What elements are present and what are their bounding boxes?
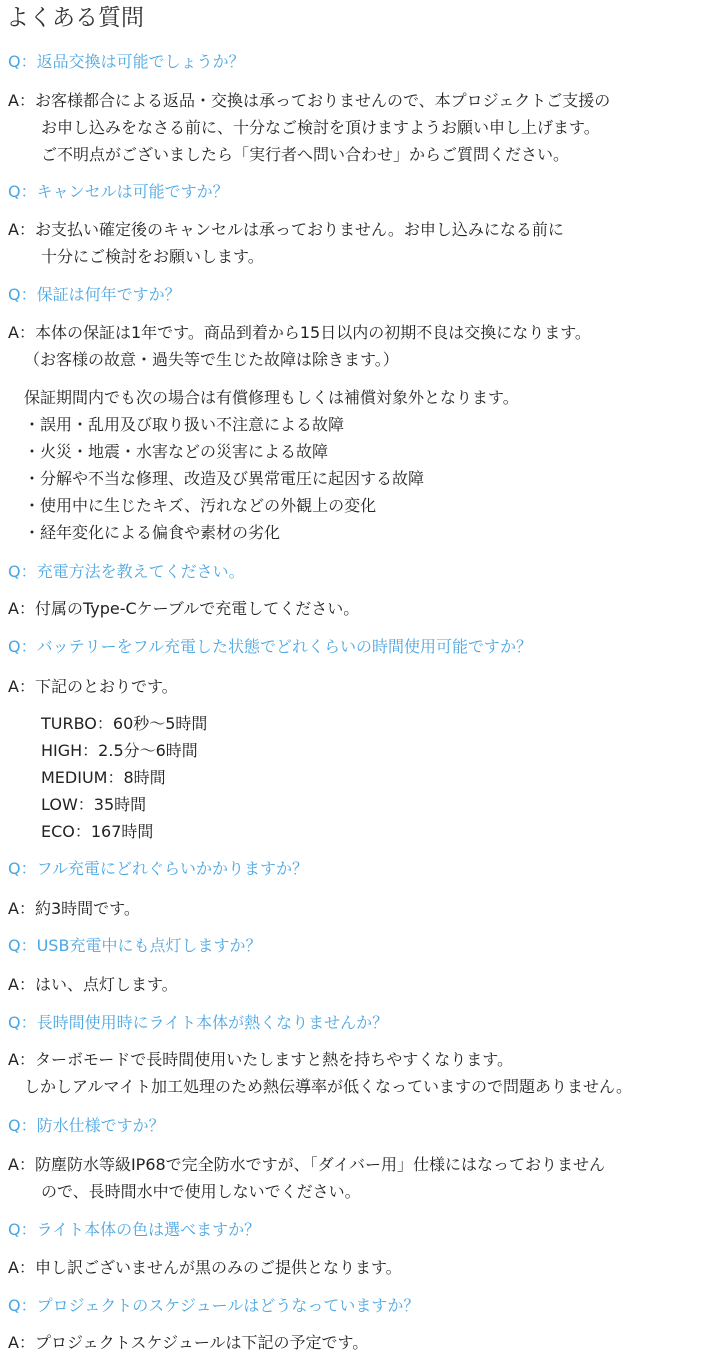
- runtime-row: MEDIUM：8時間: [41, 768, 166, 787]
- faq-answer-line: （お客様の故意・過失等で生じた故障は除きます。）: [24, 350, 399, 369]
- faq-answer-line: ご不明点がございましたら「実行者へ問い合わせ」からご質問ください。: [41, 145, 570, 164]
- faq-answer-line: お申し込みをなさる前に、十分なご検討を頂けますようお願い申し上げます。: [41, 118, 600, 137]
- faq-answer-line: ので、長時間水中で使用しないでください。: [41, 1182, 361, 1201]
- faq-question: Q：USB充電中にも点灯しますか？: [8, 936, 262, 955]
- faq-answer-line: しかしアルマイト加工処理のため熱伝導率が低くなっていますので問題ありません。: [24, 1077, 633, 1096]
- faq-answer-line: A：下記のとおりです。: [8, 677, 178, 696]
- faq-answer-line: 十分にご検討をお願いします。: [41, 247, 264, 266]
- faq-detail-line: ・火災・地震・水害などの災害による故障: [24, 442, 329, 461]
- faq-answer-line: A：プロジェクトスケジュールは下記の予定です。: [8, 1333, 369, 1352]
- faq-answer-line: A：約3時間です。: [8, 899, 140, 918]
- faq-question: Q：プロジェクトのスケジュールはどうなっていますか？: [8, 1296, 420, 1315]
- faq-detail-line: 保証期間内でも次の場合は有償修理もしくは補償対象外となります。: [24, 388, 519, 407]
- faq-question: Q：キャンセルは可能ですか？: [8, 182, 229, 201]
- faq-question: Q：保証は何年ですか？: [8, 285, 181, 304]
- faq-answer-line: A：お客様都合による返品・交換は承っておりませんので、本プロジェクトご支援の: [8, 91, 611, 110]
- faq-answer-line: A：お支払い確定後のキャンセルは承っておりません。お申し込みになる前に: [8, 220, 564, 239]
- faq-question: Q：長時間使用時にライト本体が熱くなりませんか？: [8, 1013, 389, 1032]
- runtime-row: TURBO：60秒〜5時間: [41, 714, 208, 733]
- faq-question: Q：充電方法を教えてください。: [8, 562, 245, 581]
- faq-answer-line: A：ターボモードで長時間使用いたしますと熱を持ちやすくなります。: [8, 1050, 514, 1069]
- faq-answer-line: A：申し訳ございませんが黒のみのご提供となります。: [8, 1258, 402, 1277]
- faq-question: Q：防水仕様ですか？: [8, 1116, 165, 1135]
- faq-question: Q：返品交換は可能でしょうか？: [8, 52, 245, 71]
- faq-answer-line: A：付属のType-Cケーブルで充電してください。: [8, 599, 360, 618]
- faq-question: Q：フル充電にどれぐらいかかりますか？: [8, 859, 308, 878]
- faq-detail-line: ・分解や不当な修理、改造及び異常電圧に起因する故障: [24, 469, 425, 488]
- faq-detail-line: ・誤用・乱用及び取り扱い不注意による故障: [24, 415, 345, 434]
- faq-question: Q：バッテリーをフル充電した状態でどれくらいの時間使用可能ですか？: [8, 637, 532, 656]
- runtime-row: ECO：167時間: [41, 822, 154, 841]
- page-title: よくある質問: [6, 5, 144, 31]
- faq-detail-line: ・使用中に生じたキズ、汚れなどの外観上の変化: [24, 496, 377, 515]
- faq-answer-line: A：防塵防水等級IP68で完全防水ですが、「ダイバー用」仕様にはなっておりません: [8, 1155, 606, 1174]
- runtime-row: LOW：35時間: [41, 795, 147, 814]
- faq-answer-line: A：はい、点灯します。: [8, 975, 178, 994]
- faq-detail-line: ・経年変化による偏食や素材の劣化: [24, 523, 281, 542]
- runtime-row: HIGH：2.5分〜6時間: [41, 741, 198, 760]
- faq-answer-line: A：本体の保証は1年です。商品到着から15日以内の初期不良は交換になります。: [8, 323, 591, 342]
- faq-question: Q：ライト本体の色は選べますか？: [8, 1220, 261, 1239]
